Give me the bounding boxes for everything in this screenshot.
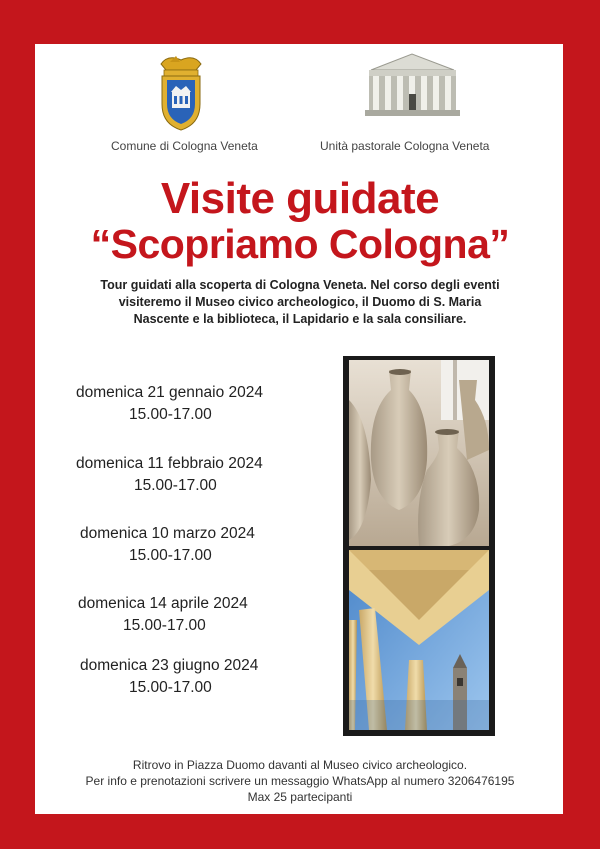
time-label: 15.00-17.00 [129, 406, 212, 423]
footer-max-participants: Max 25 partecipanti [247, 790, 353, 804]
left-org-label: Comune di Cologna Veneta [111, 139, 258, 153]
time-label: 15.00-17.00 [123, 617, 206, 634]
right-org-label: Unità pastorale Cologna Veneta [320, 139, 490, 153]
intro-text: Tour guidati alla scoperta di Cologna Veneta. Nel corso degli eventi visiteremo il Museo civico archeologico, il Duomo di S. Maria Nascente e la biblioteca, il Lapidario e la sala consiliare. [100, 278, 500, 326]
date-entry [76, 384, 263, 424]
coat-of-arms-icon [156, 52, 206, 132]
footer-meeting-point: Ritrovo in Piazza Duomo davanti al Museo civico archeologico. [132, 758, 468, 772]
date-label: domenica 11 febbraio 2024 [76, 455, 263, 472]
time-label: 15.00-17.00 [129, 547, 212, 564]
film-strip [343, 356, 495, 736]
date-label: domenica 21 gennaio 2024 [76, 384, 264, 401]
poster-title: Visite guidate [160, 174, 440, 223]
date-entry [80, 525, 255, 565]
church-facade-icon [365, 50, 460, 116]
time-label: 15.00-17.00 [129, 679, 212, 696]
amphorae-photo [349, 360, 489, 546]
colonnade-bell-tower-photo [349, 550, 489, 730]
time-label: 15.00-17.00 [134, 477, 217, 494]
date-label: domenica 23 giugno 2024 [80, 657, 259, 674]
date-label: domenica 10 marzo 2024 [80, 525, 255, 542]
date-entry [80, 657, 258, 697]
poster-subtitle: “Scopriamo Cologna” [90, 221, 510, 267]
date-label: domenica 14 aprile 2024 [78, 595, 248, 612]
date-entry [78, 595, 248, 635]
footer-contact: Per info e prenotazioni scrivere un messaggio WhatsApp al numero 3206476195 [85, 774, 515, 788]
date-entry [76, 455, 263, 495]
